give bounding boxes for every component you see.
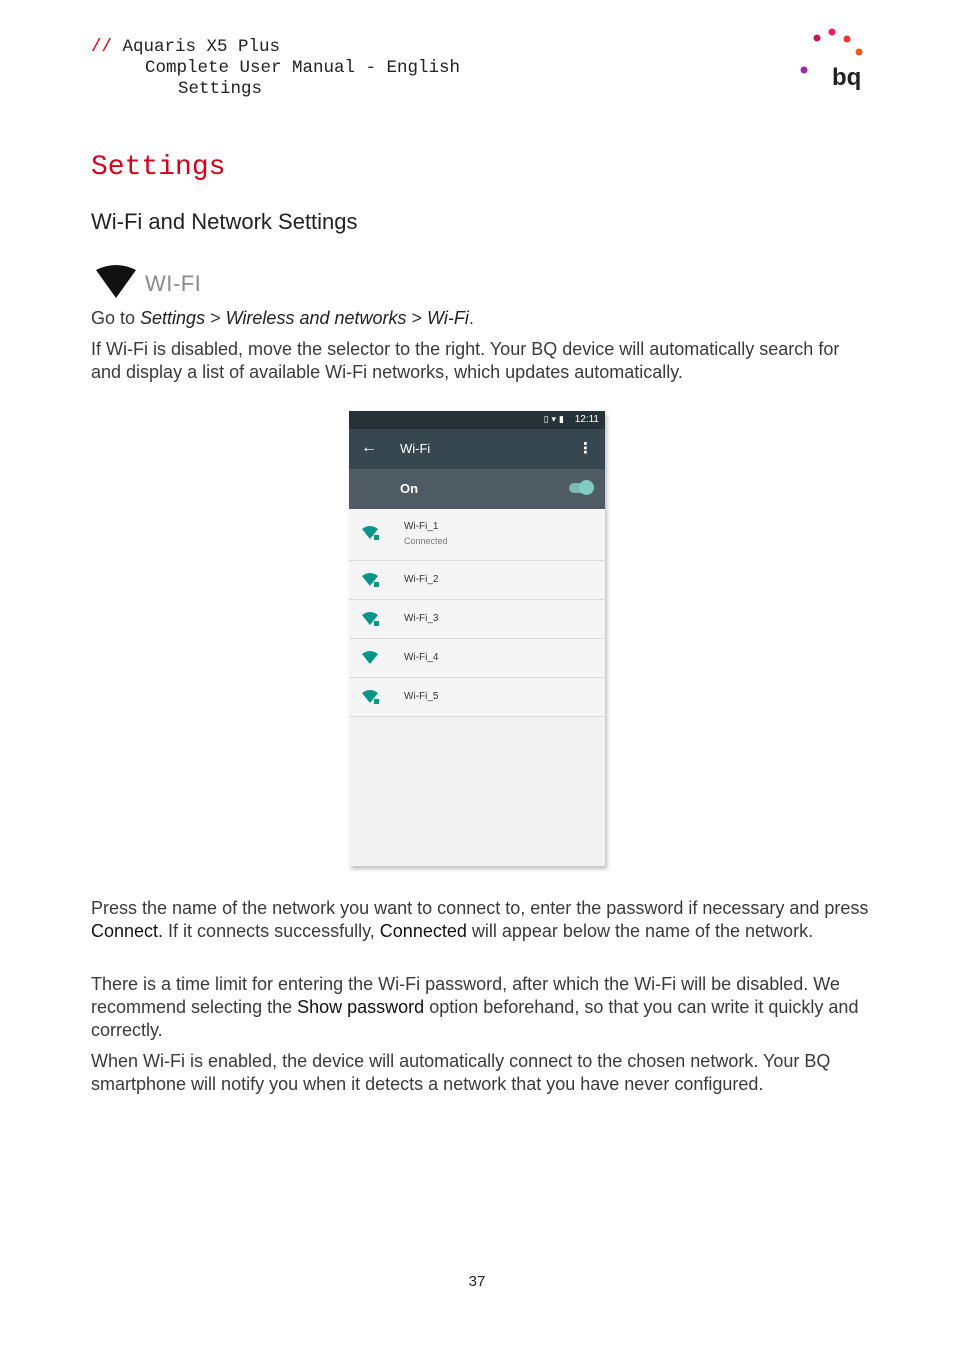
phone-screenshot	[349, 411, 605, 866]
page-number: 37	[468, 1273, 486, 1290]
logo-dot-5	[856, 49, 863, 56]
para2-text-c: If it connects successfully,	[163, 921, 380, 941]
page-title: Settings	[91, 152, 226, 183]
path-wireless: Wireless and networks	[225, 308, 407, 328]
connected-term: Connected	[379, 921, 467, 941]
auto-connect-paragraph: When Wi-Fi is enabled, the device will automatically connect to the chosen network. Your BQ smartphone will notify you when it detects a network that you have never configured.	[91, 1051, 831, 1094]
back-arrow-icon[interactable]: ←	[361, 439, 377, 456]
goto-instruction	[91, 307, 871, 330]
connect-paragraph	[91, 897, 871, 943]
logo-dot-2	[814, 35, 821, 42]
toggle-knob	[579, 480, 594, 495]
overflow-menu-icon[interactable]: ⋮	[578, 440, 593, 457]
intro-paragraph: If Wi-Fi is disabled, move the selector to the right. Your BQ device will automatically search for and display a list of available Wi-Fi networks, which updates automatically.	[91, 339, 840, 382]
path-wifi: Wi-Fi	[427, 308, 469, 328]
connect-term: Connect.	[91, 921, 164, 941]
header-line-1	[91, 37, 460, 58]
wifi-signal-locked-icon	[361, 611, 381, 627]
wifi-section-heading	[95, 264, 201, 300]
wifi-section-label: WI-FI	[145, 271, 202, 296]
wifi-signal-icon	[361, 650, 381, 666]
status-time: 12:11	[574, 414, 599, 425]
header-slash: //	[91, 37, 113, 57]
goto-prefix: Go to	[91, 308, 141, 328]
logo-dot-4	[844, 36, 851, 43]
network-name: Wi-Fi_1	[404, 521, 439, 532]
document-header	[91, 37, 460, 100]
section-subtitle: Wi-Fi and Network Settings	[91, 209, 358, 234]
network-name: Wi-Fi_3	[404, 613, 439, 624]
logo-text: bq	[832, 64, 862, 91]
switch-label: On	[400, 481, 419, 496]
logo-dot-1	[801, 67, 808, 74]
network-row-3[interactable]	[349, 600, 605, 639]
wifi-signal-locked-icon	[361, 525, 381, 541]
product-name: Aquaris X5 Plus	[122, 37, 281, 57]
path-sep-2: >	[406, 308, 428, 328]
status-icons: ▯▾▮	[543, 414, 567, 424]
app-bar	[349, 429, 605, 469]
header-line-3: Settings	[178, 79, 263, 99]
network-name: Wi-Fi_2	[404, 574, 439, 585]
header-line-2: Complete User Manual - English	[145, 58, 461, 78]
path-sep-1: >	[205, 308, 226, 328]
password-paragraph	[91, 973, 871, 1042]
wifi-signal-locked-icon	[361, 689, 381, 705]
wifi-icon	[95, 264, 137, 300]
path-suffix: .	[468, 308, 474, 328]
show-password-term: Show password	[297, 997, 425, 1017]
network-name: Wi-Fi_4	[404, 652, 439, 663]
wifi-toggle[interactable]	[569, 483, 591, 493]
para3-text-c: option beforehand, so that you can write it quickly and correctly.	[91, 997, 859, 1040]
path-settings: Settings	[140, 308, 206, 328]
para3-text-a: There is a time limit for entering the Wi-Fi password, after which the Wi-Fi will be disabled. We recommend selecting the	[91, 974, 840, 1017]
network-row-2[interactable]	[349, 561, 605, 600]
wifi-switch-bar[interactable]	[349, 469, 605, 509]
network-row-4[interactable]	[349, 639, 605, 678]
status-bar	[349, 411, 605, 429]
para2-text-a: Press the name of the network you want to connect to, enter the password if necessary and press	[91, 898, 869, 918]
network-status: Connected	[404, 536, 448, 546]
app-bar-title: Wi-Fi	[400, 441, 431, 456]
network-list	[349, 509, 605, 717]
network-row-5[interactable]	[349, 678, 605, 717]
bq-logo	[796, 26, 866, 96]
wifi-signal-locked-icon	[361, 572, 381, 588]
logo-dot-3	[829, 29, 836, 36]
para2-text-e: will appear below the name of the network.	[466, 921, 814, 941]
network-name: Wi-Fi_5	[404, 691, 439, 702]
network-row-1[interactable]	[349, 509, 605, 561]
